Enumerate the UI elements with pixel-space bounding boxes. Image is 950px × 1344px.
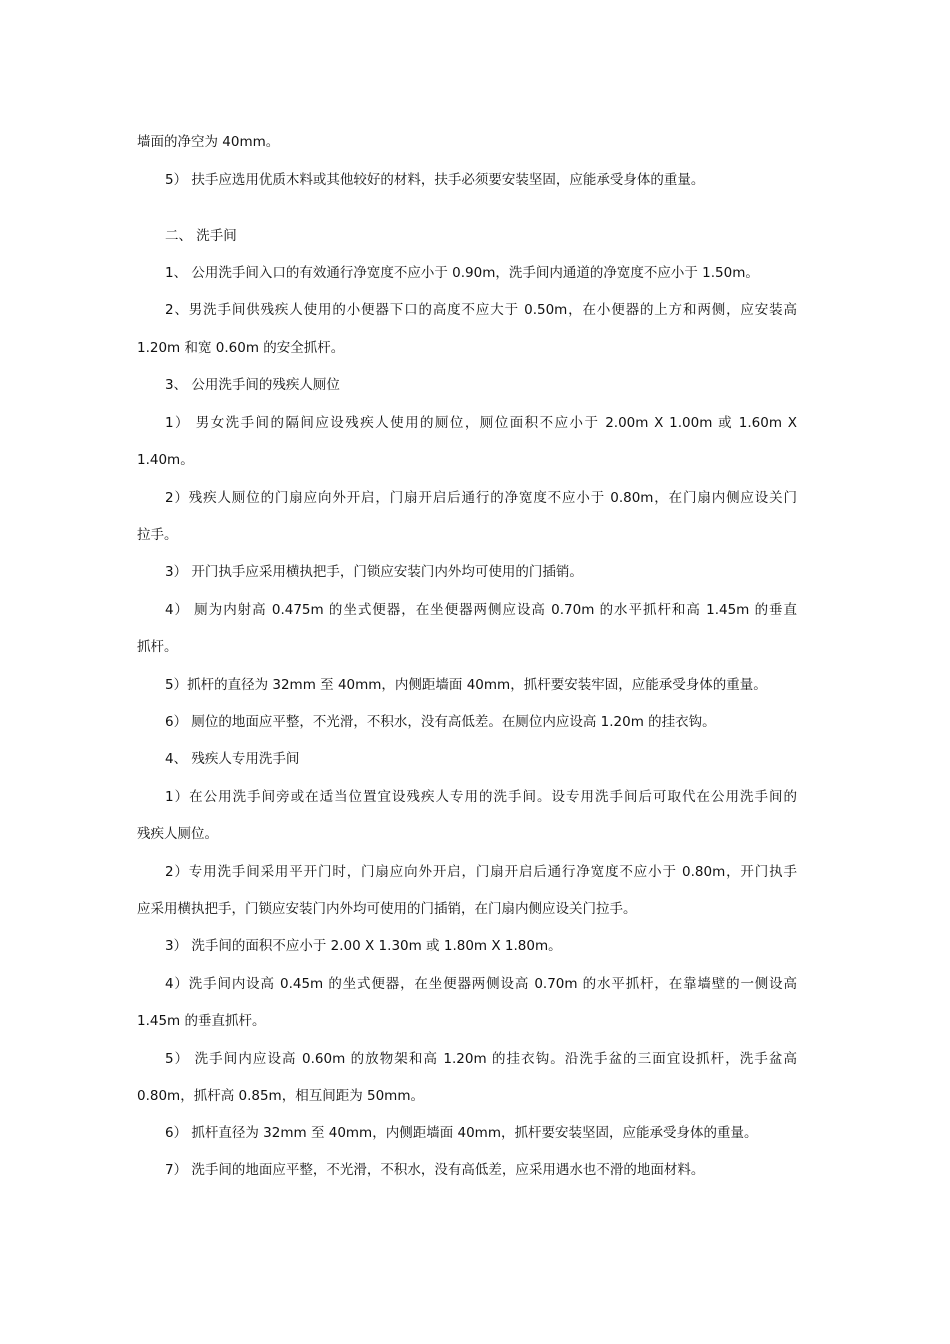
paragraph-line: 2）残疾人厕位的门扇应向外开启，门扇开启后通行的净宽度不应小于 0.80m，在门扇内侧应设关门: [165, 490, 797, 506]
paragraph-line: 6） 抓杆直径为 32mm 至 40mm，内侧距墙面 40mm，抓杆要安装坚固，应能承受身体的重量。: [165, 1125, 758, 1141]
paragraph-line: 1.20m 和宽 0.60m 的安全抓杆。: [137, 340, 345, 356]
paragraph-line: 4）洗手间内设高 0.45m 的坐式便器，在坐便器两侧设高 0.70m 的水平抓杆，在靠墙壁的一侧设高: [165, 976, 797, 992]
paragraph-line: 拉手。: [137, 527, 178, 543]
paragraph-line: 2、男洗手间供残疾人使用的小便器下口的高度不应大于 0.50m，在小便器的上方和两侧，应安装高: [165, 302, 797, 318]
paragraph-line: 3） 开门执手应采用横执把手，门锁应安装门内外均可使用的门插销。: [165, 564, 583, 580]
paragraph-line: 0.80m，抓杆高 0.85m，相互间距为 50mm。: [137, 1088, 424, 1104]
paragraph-line: 1） 男女洗手间的隔间应设残疾人使用的厕位，厕位面积不应小于 2.00m X 1.00m 或 1.60m X: [165, 415, 797, 431]
paragraph-line: 6） 厕位的地面应平整，不光滑，不积水，没有高低差。在厕位内应设高 1.20m 的挂衣钩。: [165, 714, 716, 730]
paragraph-line: 2）专用洗手间采用平开门时，门扇应向外开启，门扇开启后通行净宽度不应小于 0.80m，开门执手: [165, 864, 797, 880]
section-heading: 二、 洗手间: [165, 228, 237, 244]
paragraph-line: 1.45m 的垂直抓杆。: [137, 1013, 266, 1029]
paragraph-line: 1）在公用洗手间旁或在适当位置宜设残疾人专用的洗手间。设专用洗手间后可取代在公用洗手间的: [165, 789, 797, 805]
paragraph-line: 5）抓杆的直径为 32mm 至 40mm，内侧距墙面 40mm，抓杆要安装牢固，应能承受身体的重量。: [165, 677, 767, 693]
paragraph-line: 5） 洗手间内应设高 0.60m 的放物架和高 1.20m 的挂衣钩。沿洗手盆的三面宜设抓杆，洗手盆高: [165, 1051, 797, 1067]
paragraph-line: 墙面的净空为 40mm。: [137, 134, 280, 150]
paragraph-line: 抓杆。: [137, 639, 178, 655]
paragraph-line: 1.40m。: [137, 452, 194, 468]
subsection-heading: 4、 残疾人专用洗手间: [165, 751, 300, 767]
paragraph-line: 1、 公用洗手间入口的有效通行净宽度不应小于 0.90m，洗手间内通道的净宽度不应小于 1.50m。: [165, 265, 759, 281]
paragraph-line: 5） 扶手应选用优质木料或其他较好的材料，扶手必须要安装坚固，应能承受身体的重量。: [165, 172, 705, 188]
paragraph-line: 7） 洗手间的地面应平整，不光滑，不积水，没有高低差，应采用遇水也不滑的地面材料。: [165, 1162, 705, 1178]
paragraph-line: 应采用横执把手，门锁应安装门内外均可使用的门插销，在门扇内侧应设关门拉手。: [137, 901, 637, 917]
subsection-heading: 3、 公用洗手间的残疾人厕位: [165, 377, 340, 393]
paragraph-line: 残疾人厕位。: [137, 826, 218, 842]
paragraph-line: 3） 洗手间的面积不应小于 2.00 X 1.30m 或 1.80m X 1.80m。: [165, 938, 562, 954]
paragraph-line: 4） 厕为内射高 0.475m 的坐式便器，在坐便器两侧应设高 0.70m 的水平抓杆和高 1.45m 的垂直: [165, 602, 797, 618]
